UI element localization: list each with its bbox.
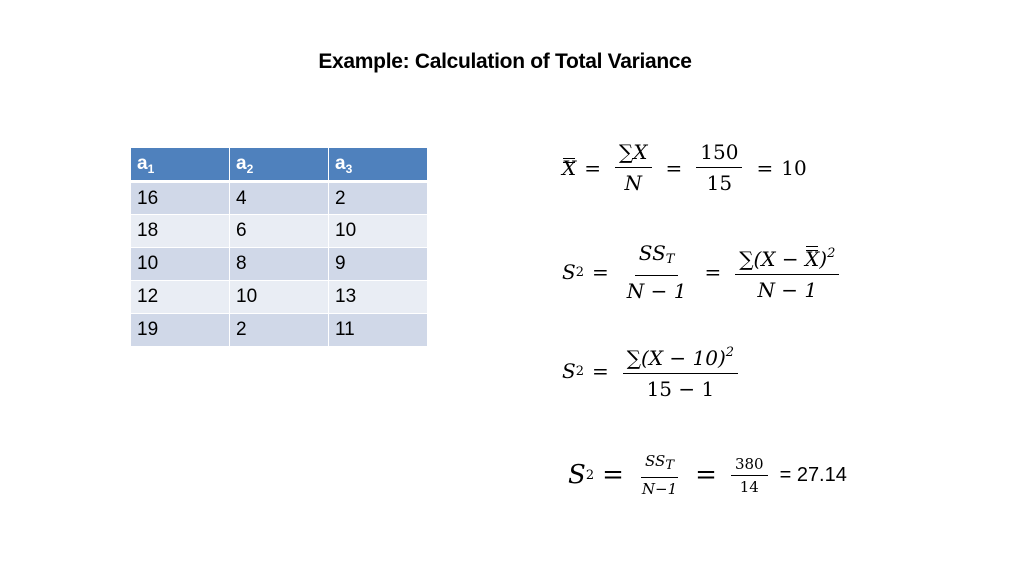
variance-substituted-formula: S 2 = $\frac{\sum(X - 10)^2}{15 - 1}$ [562, 338, 744, 404]
table-cell: 2 [230, 314, 329, 347]
data-table [130, 147, 428, 347]
table-cell: 18 [131, 215, 230, 248]
ss-over-df-fraction: $\frac{SS_T}{N - 1}$ [623, 238, 691, 306]
numeric-mean-fraction: $\frac{150}{15}$ [696, 137, 742, 198]
sum-over-n-fraction: $\frac{\sum X}{N}$ [615, 137, 652, 198]
table-cell: 4 [230, 182, 329, 215]
column-header-a2: $a_2$ [230, 148, 329, 182]
column-header-a3: $a_3$ [329, 148, 428, 182]
table-cell: 10 [131, 248, 230, 281]
table-cell: 19 [131, 314, 230, 347]
table-cell: 12 [131, 281, 230, 314]
slide-title: Example: Calculation of Total Variance [318, 50, 692, 73]
table-cell: 8 [230, 248, 329, 281]
table-header-row [131, 148, 428, 182]
table-row [131, 248, 428, 281]
table-cell: 13 [329, 281, 428, 314]
grand-mean-value: 10 [781, 155, 807, 180]
table-cell: 2 [329, 182, 428, 215]
table-cell: 11 [329, 314, 428, 347]
table-cell: 9 [329, 248, 428, 281]
variance-definition-formula: S 2 = $\frac{SS_T}{N - 1}$ = $\frac{\sum(X - X)^2}{N - 1}$ [562, 238, 845, 306]
deviation-sum-fraction: $\frac{\sum(X - X)^2}{N - 1}$ [735, 239, 839, 305]
table-row [131, 281, 428, 314]
table-row [131, 314, 428, 347]
numeric-variance-fraction: $\frac{380}{14}$ [731, 453, 768, 498]
column-header-a1: $a_1$ [131, 148, 230, 182]
table-row [131, 215, 428, 248]
table-cell: 6 [230, 215, 329, 248]
grand-mean-formula: X = $\frac{\sum X}{N}$ = $\frac{150}{15}$ = 10 [562, 137, 807, 198]
grand-mean-symbol: X [562, 155, 577, 180]
table-cell: 10 [329, 215, 428, 248]
variance-value: = 27.14 [779, 463, 847, 486]
table-cell: 10 [230, 281, 329, 314]
table-row [131, 182, 428, 215]
variance-result-formula: S 2 = $\frac{SS_T}{N-1}$ = $\frac{380}{14}$ = 27.14 [568, 452, 847, 498]
substituted-fraction: $\frac{\sum(X - 10)^2}{15 - 1}$ [623, 338, 738, 404]
table-cell: 16 [131, 182, 230, 215]
ss-over-df-fraction-small: $\frac{SS_T}{N-1}$ [641, 452, 678, 498]
